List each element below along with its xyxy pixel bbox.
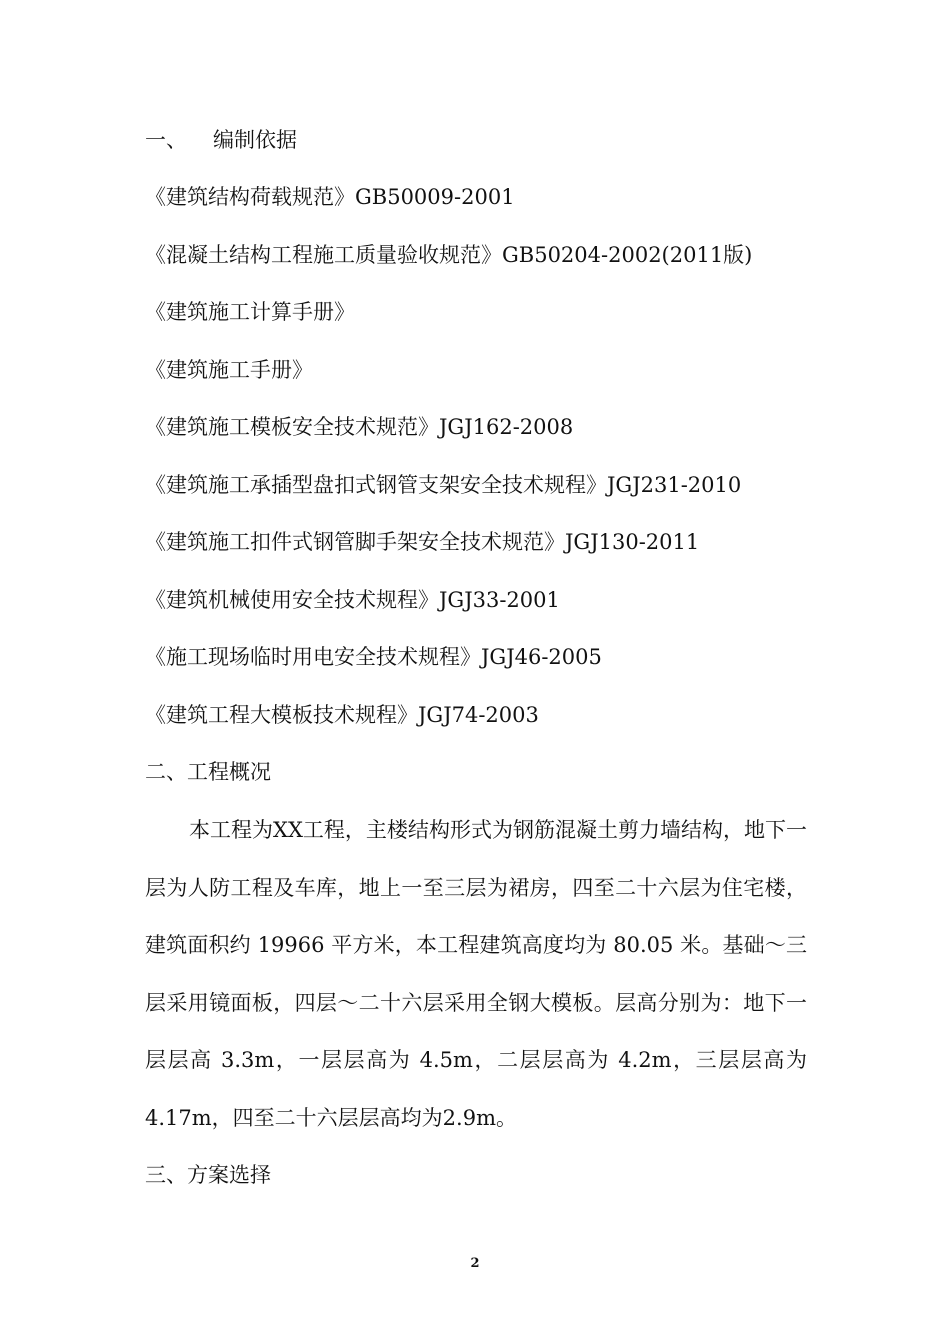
reference-item: 《建筑施工手册》 [145,358,313,382]
reference-item: 《建筑结构荷载规范》GB50009-2001 [145,185,515,209]
project-overview-text: 本工程为XX工程，主楼结构形式为钢筋混凝土剪力墙结构，地下一层为人防工程及车库，地上一至三层为裙房，四至二十六层为住宅楼，建筑面积约 19966 平方米，本工程建筑高度均为 80.05 米。基础～三层采用镜面板，四层～二十六层采用全钢大模板。层高分别为：地下一层层高 3.3m，一层层高为 4.5m，二层层高为 4.2m，三层层高为4.17m，四至二十六层层高均为2.9m。 [145,818,807,1130]
project-overview-paragraph [145,802,807,1147]
reference-item: 《建筑施工计算手册》 [145,300,355,324]
reference-item: 《建筑施工扣件式钢管脚手架安全技术规范》JGJ130-2011 [145,530,700,554]
section-1-title: 编制依据 [213,128,297,152]
section-1-heading [145,125,297,155]
page-number: 2 [470,1256,480,1271]
reference-item: 《混凝土结构工程施工质量验收规范》GB50204-2002(2011版) [145,243,753,267]
section-3-heading: 三、方案选择 [145,1163,271,1187]
reference-item: 《建筑机械使用安全技术规程》JGJ33-2001 [145,588,560,612]
reference-item: 《建筑工程大模板技术规程》JGJ74-2003 [145,703,539,727]
section-1-number: 一、 [145,128,187,152]
reference-item: 《施工现场临时用电安全技术规程》JGJ46-2005 [145,645,602,669]
reference-item: 《建筑施工模板安全技术规范》JGJ162-2008 [145,415,574,439]
reference-item: 《建筑施工承插型盘扣式钢管支架安全技术规程》JGJ231-2010 [145,473,742,497]
section-2-heading: 二、工程概况 [145,760,271,784]
